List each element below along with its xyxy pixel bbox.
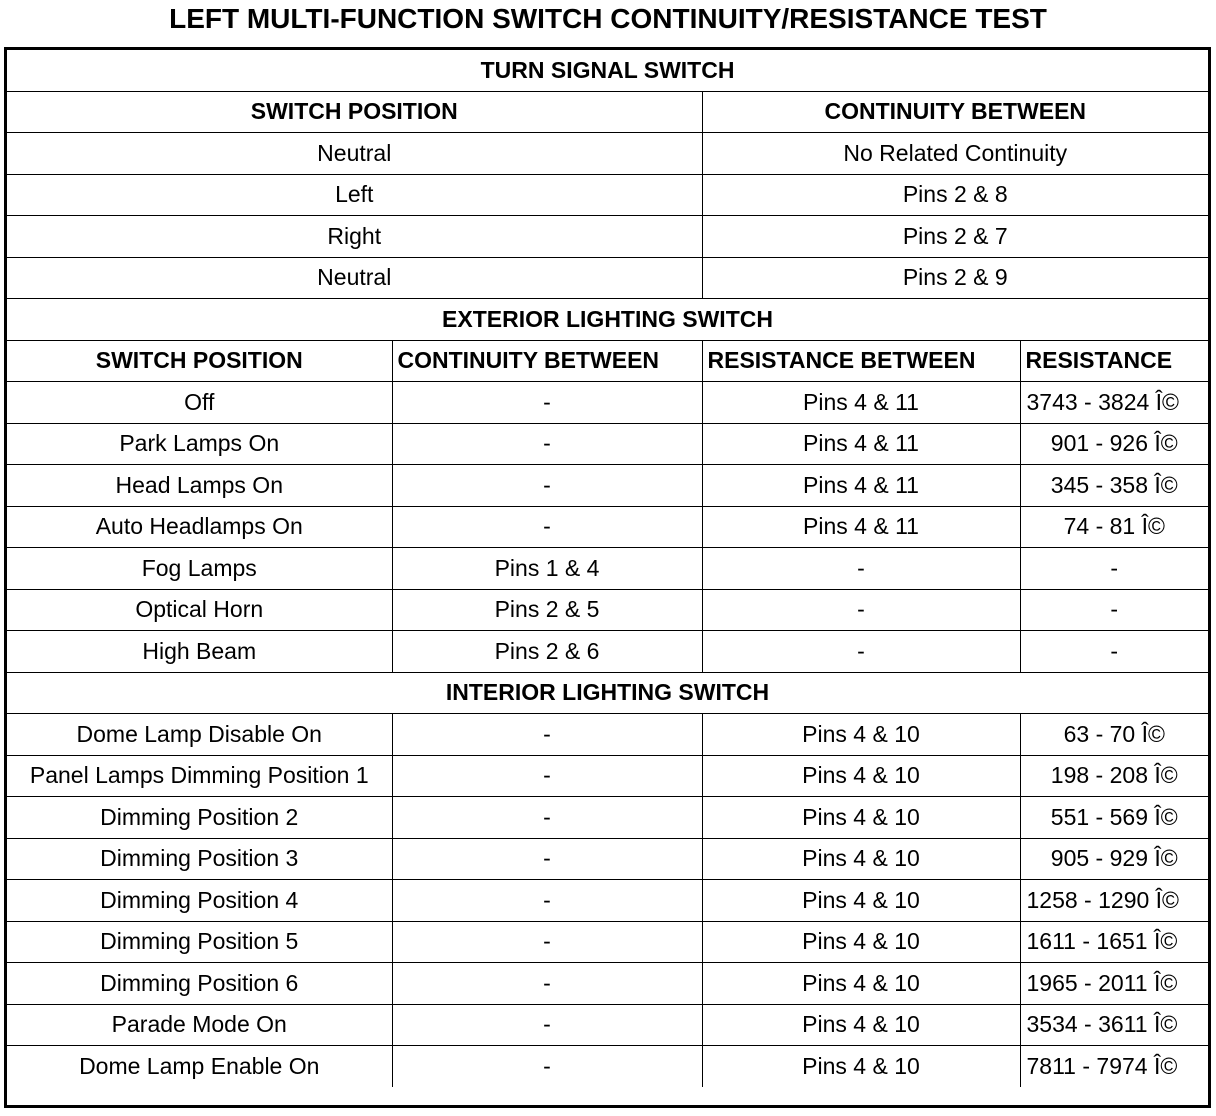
switch-position-cell: Dimming Position 5 xyxy=(7,921,392,963)
section-row xyxy=(7,672,1208,714)
switch-position-cell: Dimming Position 4 xyxy=(7,880,392,922)
continuity-cell: Pins 1 & 4 xyxy=(392,548,702,590)
resistance-cell: - xyxy=(1020,548,1208,590)
continuity-cell: Pins 2 & 9 xyxy=(702,257,1208,299)
table-row xyxy=(7,714,1208,756)
resistance-between-cell: Pins 4 & 11 xyxy=(702,382,1020,424)
resistance-between-cell: - xyxy=(702,548,1020,590)
table-row xyxy=(7,216,1208,258)
resistance-between-cell: Pins 4 & 11 xyxy=(702,423,1020,465)
resistance-between-cell: Pins 4 & 10 xyxy=(702,1046,1020,1087)
turn-signal-section-title: TURN SIGNAL SWITCH xyxy=(7,50,1208,91)
table-row xyxy=(7,465,1208,507)
switch-position-cell: Dome Lamp Enable On xyxy=(7,1046,392,1087)
switch-position-cell: Dimming Position 3 xyxy=(7,838,392,880)
continuity-cell: - xyxy=(392,921,702,963)
continuity-cell: - xyxy=(392,382,702,424)
continuity-cell: - xyxy=(392,797,702,839)
resistance-cell: - xyxy=(1020,631,1208,673)
header-row xyxy=(7,340,1208,382)
switch-position-cell: Dimming Position 6 xyxy=(7,963,392,1005)
continuity-cell: Pins 2 & 7 xyxy=(702,216,1208,258)
resistance-between-cell: Pins 4 & 10 xyxy=(702,838,1020,880)
resistance-between-cell: Pins 4 & 11 xyxy=(702,465,1020,507)
header-continuity-between: CONTINUITY BETWEEN xyxy=(702,91,1208,133)
table-row xyxy=(7,548,1208,590)
continuity-cell: - xyxy=(392,423,702,465)
continuity-cell: - xyxy=(392,1046,702,1087)
header-switch-position: SWITCH POSITION xyxy=(7,91,702,133)
continuity-cell: Pins 2 & 5 xyxy=(392,589,702,631)
resistance-cell: 7811 - 7974 Î© xyxy=(1020,1046,1208,1087)
continuity-cell: - xyxy=(392,714,702,756)
resistance-between-cell: Pins 4 & 10 xyxy=(702,963,1020,1005)
table-row xyxy=(7,1004,1208,1046)
table-row xyxy=(7,423,1208,465)
page-title: LEFT MULTI-FUNCTION SWITCH CONTINUITY/RESISTANCE TEST xyxy=(169,3,1047,34)
continuity-cell: Pins 2 & 6 xyxy=(392,631,702,673)
switch-position-cell: Dome Lamp Disable On xyxy=(7,714,392,756)
resistance-between-cell: - xyxy=(702,631,1020,673)
switch-position-cell: Fog Lamps xyxy=(7,548,392,590)
test-table-frame xyxy=(4,47,1211,1108)
interior-section-title: INTERIOR LIGHTING SWITCH xyxy=(7,672,1208,714)
table-row xyxy=(7,506,1208,548)
resistance-cell: 901 - 926 Î© xyxy=(1020,423,1208,465)
continuity-cell: - xyxy=(392,465,702,507)
table-row xyxy=(7,797,1208,839)
switch-position-cell: Off xyxy=(7,382,392,424)
table-row xyxy=(7,133,1208,175)
table-row xyxy=(7,589,1208,631)
header-resistance: RESISTANCE xyxy=(1020,340,1208,382)
switch-position-cell: Parade Mode On xyxy=(7,1004,392,1046)
resistance-cell: 345 - 358 Î© xyxy=(1020,465,1208,507)
resistance-between-cell: Pins 4 & 10 xyxy=(702,1004,1020,1046)
header-resistance-between: RESISTANCE BETWEEN xyxy=(702,340,1020,382)
table-row xyxy=(7,257,1208,299)
resistance-cell: 63 - 70 Î© xyxy=(1020,714,1208,756)
switch-position-cell: Park Lamps On xyxy=(7,423,392,465)
switch-position-cell: Dimming Position 2 xyxy=(7,797,392,839)
switch-position-cell: Right xyxy=(7,216,702,258)
continuity-table xyxy=(7,50,1208,1087)
resistance-between-cell: Pins 4 & 11 xyxy=(702,506,1020,548)
continuity-cell: - xyxy=(392,755,702,797)
section-row xyxy=(7,50,1208,91)
section-row xyxy=(7,299,1208,341)
resistance-cell: 3534 - 3611 Î© xyxy=(1020,1004,1208,1046)
switch-position-cell: Neutral xyxy=(7,133,702,175)
continuity-cell: Pins 2 & 8 xyxy=(702,174,1208,216)
switch-position-cell: Left xyxy=(7,174,702,216)
continuity-cell: No Related Continuity xyxy=(702,133,1208,175)
resistance-cell: 905 - 929 Î© xyxy=(1020,838,1208,880)
table-row xyxy=(7,382,1208,424)
resistance-between-cell: Pins 4 & 10 xyxy=(702,714,1020,756)
continuity-cell: - xyxy=(392,838,702,880)
resistance-between-cell: Pins 4 & 10 xyxy=(702,755,1020,797)
continuity-cell: - xyxy=(392,506,702,548)
switch-position-cell: High Beam xyxy=(7,631,392,673)
table-row xyxy=(7,755,1208,797)
resistance-cell: - xyxy=(1020,589,1208,631)
table-row xyxy=(7,1046,1208,1087)
resistance-between-cell: Pins 4 & 10 xyxy=(702,797,1020,839)
header-switch-position: SWITCH POSITION xyxy=(7,340,392,382)
header-row xyxy=(7,91,1208,133)
continuity-cell: - xyxy=(392,880,702,922)
continuity-cell: - xyxy=(392,1004,702,1046)
resistance-between-cell: Pins 4 & 10 xyxy=(702,921,1020,963)
table-row xyxy=(7,963,1208,1005)
switch-position-cell: Panel Lamps Dimming Position 1 xyxy=(7,755,392,797)
table-row xyxy=(7,838,1208,880)
resistance-cell: 551 - 569 Î© xyxy=(1020,797,1208,839)
table-row xyxy=(7,921,1208,963)
resistance-cell: 1611 - 1651 Î© xyxy=(1020,921,1208,963)
table-row xyxy=(7,880,1208,922)
resistance-cell: 1258 - 1290 Î© xyxy=(1020,880,1208,922)
exterior-section-title: EXTERIOR LIGHTING SWITCH xyxy=(7,299,1208,341)
switch-position-cell: Auto Headlamps On xyxy=(7,506,392,548)
table-row xyxy=(7,174,1208,216)
resistance-cell: 3743 - 3824 Î© xyxy=(1020,382,1208,424)
continuity-cell: - xyxy=(392,963,702,1005)
resistance-cell: 1965 - 2011 Î© xyxy=(1020,963,1208,1005)
switch-position-cell: Optical Horn xyxy=(7,589,392,631)
switch-position-cell: Head Lamps On xyxy=(7,465,392,507)
table-row xyxy=(7,631,1208,673)
resistance-between-cell: - xyxy=(702,589,1020,631)
resistance-cell: 74 - 81 Î© xyxy=(1020,506,1208,548)
header-continuity-between: CONTINUITY BETWEEN xyxy=(392,340,702,382)
resistance-between-cell: Pins 4 & 10 xyxy=(702,880,1020,922)
switch-position-cell: Neutral xyxy=(7,257,702,299)
resistance-cell: 198 - 208 Î© xyxy=(1020,755,1208,797)
